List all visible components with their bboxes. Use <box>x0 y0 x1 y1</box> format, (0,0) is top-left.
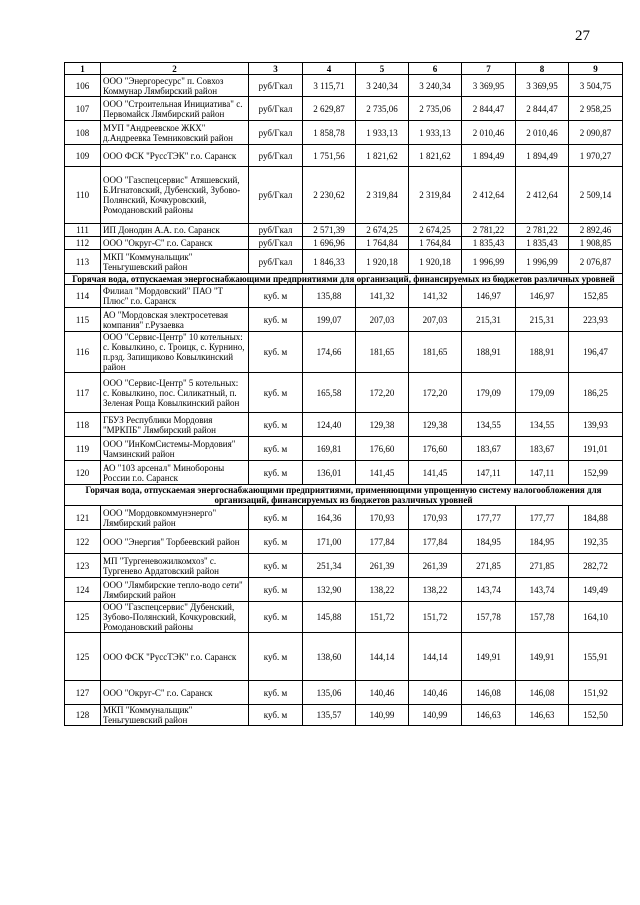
tariff-value: 169,81 <box>303 437 356 461</box>
tariff-value: 2 958,25 <box>569 97 623 121</box>
tariff-value: 140,99 <box>356 705 409 726</box>
organization-name: ООО "Газспецсервис" Дубенский, Зубово-Полянский, Кочкуровский, Ромодановский районы <box>101 602 249 633</box>
tariff-value: 152,99 <box>569 461 623 485</box>
tariff-value: 181,65 <box>356 332 409 373</box>
tariff-value: 261,39 <box>409 554 462 578</box>
tariff-value: 183,67 <box>516 437 569 461</box>
table-row <box>65 75 623 97</box>
tariff-value: 149,91 <box>516 633 569 681</box>
tariff-value: 1 996,99 <box>516 250 569 274</box>
table-row <box>65 145 623 167</box>
unit: руб/Гкал <box>249 145 303 167</box>
table-row <box>65 237 623 250</box>
tariff-value: 196,47 <box>569 332 623 373</box>
tariff-value: 174,66 <box>303 332 356 373</box>
section-heading-row <box>65 485 623 506</box>
row-number: 110 <box>65 167 101 224</box>
unit: куб. м <box>249 461 303 485</box>
section-heading: Горячая вода, отпускаемая энергоснабжающими предприятиями, применяющими упрощенную систему налогообложения для организаций, финансируемых из бюджетов различных уровней <box>65 485 623 506</box>
tariff-value: 152,50 <box>569 705 623 726</box>
table-row <box>65 224 623 237</box>
tariff-value: 1 894,49 <box>516 145 569 167</box>
tariff-value: 1 920,18 <box>409 250 462 274</box>
tariff-value: 1 821,62 <box>356 145 409 167</box>
row-number: 113 <box>65 250 101 274</box>
tariff-value: 1 920,18 <box>356 250 409 274</box>
unit: куб. м <box>249 332 303 373</box>
organization-name: ГБУЗ Республики Мордовия "МРКПБ" Лямбирский район <box>101 413 249 437</box>
tariff-value: 170,93 <box>409 506 462 530</box>
organization-name: МУП "Андреевское ЖКХ" д.Андреевка Темниковский район <box>101 121 249 145</box>
tariff-value: 192,35 <box>569 530 623 554</box>
organization-name: МКП "Коммунальщик" Теньгушевский район <box>101 250 249 274</box>
table-row <box>65 373 623 413</box>
tariff-value: 129,38 <box>409 413 462 437</box>
tariff-value: 183,67 <box>462 437 516 461</box>
tariff-value: 176,60 <box>356 437 409 461</box>
tariff-value: 146,97 <box>462 285 516 308</box>
tariff-value: 177,77 <box>516 506 569 530</box>
tariff-value: 152,85 <box>569 285 623 308</box>
table-row <box>65 97 623 121</box>
tariff-value: 3 115,71 <box>303 75 356 97</box>
unit: куб. м <box>249 578 303 602</box>
row-number: 125 <box>65 602 101 633</box>
tariff-value: 151,72 <box>356 602 409 633</box>
tariff-value: 186,25 <box>569 373 623 413</box>
table-row <box>65 121 623 145</box>
column-header: 8 <box>516 63 569 75</box>
tariff-value: 165,58 <box>303 373 356 413</box>
tariff-value: 2 010,46 <box>516 121 569 145</box>
tariff-value: 1 996,99 <box>462 250 516 274</box>
organization-name: ООО "Строительная Инициатива" с. Первомайск Лямбирский район <box>101 97 249 121</box>
organization-name: ООО "ИнКомСистемы-Мордовия" Чамзинский район <box>101 437 249 461</box>
row-number: 123 <box>65 554 101 578</box>
tariff-value: 146,08 <box>462 681 516 705</box>
unit: руб/Гкал <box>249 121 303 145</box>
tariff-value: 184,95 <box>516 530 569 554</box>
organization-name: ООО "Сервис-Центр" 5 котельных: с. Ковылкино, пос. Силикатный, п. Зеленая Роща Ковылкинский район <box>101 373 249 413</box>
table-row <box>65 506 623 530</box>
organization-name: ООО "Мордовкоммунэнерго" Лямбирский район <box>101 506 249 530</box>
organization-name: ООО "Округ-С" г.о. Саранск <box>101 681 249 705</box>
unit: куб. м <box>249 506 303 530</box>
table-body <box>65 63 623 726</box>
tariff-value: 184,88 <box>569 506 623 530</box>
column-header: 9 <box>569 63 623 75</box>
table-row <box>65 530 623 554</box>
tariff-value: 2 674,25 <box>356 224 409 237</box>
tariff-value: 1 933,13 <box>356 121 409 145</box>
unit: куб. м <box>249 285 303 308</box>
unit: руб/Гкал <box>249 167 303 224</box>
row-number: 122 <box>65 530 101 554</box>
tariff-value: 251,34 <box>303 554 356 578</box>
tariff-value: 135,88 <box>303 285 356 308</box>
tariff-value: 164,36 <box>303 506 356 530</box>
row-number: 109 <box>65 145 101 167</box>
tariff-value: 3 240,34 <box>409 75 462 97</box>
tariff-value: 215,31 <box>462 308 516 332</box>
tariff-value: 199,07 <box>303 308 356 332</box>
tariff-value: 2 412,64 <box>462 167 516 224</box>
tariff-value: 2 735,06 <box>409 97 462 121</box>
tariff-value: 1 908,85 <box>569 237 623 250</box>
table-row <box>65 633 623 681</box>
tariff-value: 2 509,14 <box>569 167 623 224</box>
tariff-value: 144,14 <box>409 633 462 681</box>
tariff-value: 141,45 <box>409 461 462 485</box>
tariff-value: 144,14 <box>356 633 409 681</box>
tariff-value: 271,85 <box>516 554 569 578</box>
tariff-value: 140,46 <box>409 681 462 705</box>
table-row <box>65 681 623 705</box>
unit: куб. м <box>249 705 303 726</box>
unit: руб/Гкал <box>249 224 303 237</box>
tariff-value: 1 858,78 <box>303 121 356 145</box>
row-number: 107 <box>65 97 101 121</box>
tariff-value: 179,09 <box>516 373 569 413</box>
tariff-value: 2 844,47 <box>462 97 516 121</box>
column-header: 6 <box>409 63 462 75</box>
tariff-value: 177,77 <box>462 506 516 530</box>
column-header: 2 <box>101 63 249 75</box>
organization-name: МКП "Коммунальщик" Теньгушевский район <box>101 705 249 726</box>
row-number: 106 <box>65 75 101 97</box>
tariff-value: 124,40 <box>303 413 356 437</box>
tariff-value: 151,72 <box>409 602 462 633</box>
tariff-value: 261,39 <box>356 554 409 578</box>
tariff-value: 1 933,13 <box>409 121 462 145</box>
column-header: 4 <box>303 63 356 75</box>
tariff-value: 2 735,06 <box>356 97 409 121</box>
tariff-value: 1 764,84 <box>356 237 409 250</box>
table-row <box>65 437 623 461</box>
tariff-value: 271,85 <box>462 554 516 578</box>
tariff-value: 149,49 <box>569 578 623 602</box>
organization-name: Филиал "Мордовский" ПАО "Т Плюс" г.о. Саранск <box>101 285 249 308</box>
tariff-value: 2 674,25 <box>409 224 462 237</box>
table-row <box>65 167 623 224</box>
organization-name: ООО "Энергия" Торбеевский район <box>101 530 249 554</box>
tariff-value: 146,63 <box>516 705 569 726</box>
tariff-value: 151,92 <box>569 681 623 705</box>
tariff-value: 155,91 <box>569 633 623 681</box>
tariff-value: 176,60 <box>409 437 462 461</box>
tariff-value: 134,55 <box>462 413 516 437</box>
organization-name: ООО "Газспецсервис" Атяшевский, Б.Игнатовский, Дубенский, Зубово-Полянский, Кочкуровский, Ромодановский районы <box>101 167 249 224</box>
row-number: 117 <box>65 373 101 413</box>
tariff-value: 134,55 <box>516 413 569 437</box>
unit: куб. м <box>249 602 303 633</box>
row-number: 108 <box>65 121 101 145</box>
tariff-value: 172,20 <box>356 373 409 413</box>
tariff-value: 188,91 <box>516 332 569 373</box>
column-header: 5 <box>356 63 409 75</box>
tariff-table <box>64 62 623 726</box>
tariff-value: 1 696,96 <box>303 237 356 250</box>
tariff-value: 2 892,46 <box>569 224 623 237</box>
tariff-value: 2 090,87 <box>569 121 623 145</box>
page-number: 27 <box>575 28 590 44</box>
tariff-value: 149,91 <box>462 633 516 681</box>
tariff-value: 129,38 <box>356 413 409 437</box>
organization-name: ООО "Энергоресурс" п. Совхоз Коммунар Лямбирский район <box>101 75 249 97</box>
tariff-value: 146,08 <box>516 681 569 705</box>
tariff-value: 146,97 <box>516 285 569 308</box>
row-number: 114 <box>65 285 101 308</box>
unit: куб. м <box>249 308 303 332</box>
tariff-value: 2 629,87 <box>303 97 356 121</box>
tariff-value: 2 781,22 <box>516 224 569 237</box>
organization-name: АО "103 арсенал" Минобороны России г.о. Саранск <box>101 461 249 485</box>
tariff-value: 1 751,56 <box>303 145 356 167</box>
unit: куб. м <box>249 681 303 705</box>
tariff-value: 177,84 <box>356 530 409 554</box>
table-row <box>65 705 623 726</box>
tariff-value: 147,11 <box>516 461 569 485</box>
tariff-value: 143,74 <box>516 578 569 602</box>
tariff-value: 171,00 <box>303 530 356 554</box>
tariff-value: 135,06 <box>303 681 356 705</box>
tariff-value: 184,95 <box>462 530 516 554</box>
tariff-value: 2 781,22 <box>462 224 516 237</box>
unit: руб/Гкал <box>249 75 303 97</box>
tariff-value: 136,01 <box>303 461 356 485</box>
tariff-value: 191,01 <box>569 437 623 461</box>
tariff-value: 145,88 <box>303 602 356 633</box>
column-header: 1 <box>65 63 101 75</box>
tariff-value: 138,60 <box>303 633 356 681</box>
organization-name: ООО "Округ-С" г.о. Саранск <box>101 237 249 250</box>
tariff-value: 282,72 <box>569 554 623 578</box>
tariff-value: 177,84 <box>409 530 462 554</box>
tariff-value: 164,10 <box>569 602 623 633</box>
unit: руб/Гкал <box>249 237 303 250</box>
section-heading: Горячая вода, отпускаемая энергоснабжающими предприятиями для организаций, финансируемых из бюджетов различных уровней <box>65 274 623 285</box>
unit: куб. м <box>249 413 303 437</box>
tariff-value: 140,99 <box>409 705 462 726</box>
row-number: 124 <box>65 578 101 602</box>
tariff-value: 2 319,84 <box>409 167 462 224</box>
tariff-value: 223,93 <box>569 308 623 332</box>
tariff-value: 141,32 <box>356 285 409 308</box>
tariff-value: 141,32 <box>409 285 462 308</box>
tariff-value: 2 844,47 <box>516 97 569 121</box>
row-number: 118 <box>65 413 101 437</box>
table-row <box>65 250 623 274</box>
tariff-value: 139,93 <box>569 413 623 437</box>
tariff-value: 2 010,46 <box>462 121 516 145</box>
row-number: 116 <box>65 332 101 373</box>
row-number: 112 <box>65 237 101 250</box>
tariff-value: 179,09 <box>462 373 516 413</box>
tariff-value: 1 835,43 <box>516 237 569 250</box>
table-row <box>65 602 623 633</box>
tariff-value: 146,63 <box>462 705 516 726</box>
row-number: 127 <box>65 681 101 705</box>
row-number: 119 <box>65 437 101 461</box>
tariff-value: 2 412,64 <box>516 167 569 224</box>
table-row <box>65 285 623 308</box>
column-header: 7 <box>462 63 516 75</box>
organization-name: ИП Донодин А.А. г.о. Саранск <box>101 224 249 237</box>
tariff-value: 138,22 <box>356 578 409 602</box>
tariff-value: 1 846,33 <box>303 250 356 274</box>
tariff-value: 1 970,27 <box>569 145 623 167</box>
tariff-value: 181,65 <box>409 332 462 373</box>
unit: куб. м <box>249 437 303 461</box>
row-number: 125 <box>65 633 101 681</box>
column-header: 3 <box>249 63 303 75</box>
tariff-value: 143,74 <box>462 578 516 602</box>
tariff-value: 138,22 <box>409 578 462 602</box>
organization-name: ООО ФСК "РуссТЭК" г.о. Саранск <box>101 633 249 681</box>
tariff-value: 1 894,49 <box>462 145 516 167</box>
tariff-value: 157,78 <box>516 602 569 633</box>
tariff-value: 188,91 <box>462 332 516 373</box>
tariff-value: 132,90 <box>303 578 356 602</box>
tariff-value: 215,31 <box>516 308 569 332</box>
table-row <box>65 308 623 332</box>
tariff-value: 1 821,62 <box>409 145 462 167</box>
tariff-value: 2 076,87 <box>569 250 623 274</box>
tariff-value: 2 319,84 <box>356 167 409 224</box>
organization-name: ООО "Сервис-Центр" 10 котельных: с. Ковылкино, с. Троицк, с. Курнино, п.рзд. Запищиково Ковылкинский район <box>101 332 249 373</box>
unit: куб. м <box>249 373 303 413</box>
tariff-value: 172,20 <box>409 373 462 413</box>
tariff-value: 3 240,34 <box>356 75 409 97</box>
column-header-row <box>65 63 623 75</box>
tariff-value: 157,78 <box>462 602 516 633</box>
table-row <box>65 578 623 602</box>
table-row <box>65 554 623 578</box>
row-number: 111 <box>65 224 101 237</box>
tariff-value: 170,93 <box>356 506 409 530</box>
organization-name: ООО "Лямбирские тепло-водо сети" Лямбирский район <box>101 578 249 602</box>
tariff-value: 3 504,75 <box>569 75 623 97</box>
unit: куб. м <box>249 554 303 578</box>
organization-name: МП "Тургеневожилкомхоз" с. Тургенево Ардатовский район <box>101 554 249 578</box>
row-number: 120 <box>65 461 101 485</box>
tariff-value: 1 764,84 <box>409 237 462 250</box>
organization-name: АО "Мордовская электросетевая компания" г.Рузаевка <box>101 308 249 332</box>
tariff-value: 3 369,95 <box>462 75 516 97</box>
tariff-value: 135,57 <box>303 705 356 726</box>
tariff-value: 147,11 <box>462 461 516 485</box>
organization-name: ООО ФСК "РуссТЭК" г.о. Саранск <box>101 145 249 167</box>
table-row <box>65 461 623 485</box>
tariff-value: 140,46 <box>356 681 409 705</box>
row-number: 115 <box>65 308 101 332</box>
unit: куб. м <box>249 530 303 554</box>
table-row <box>65 332 623 373</box>
section-heading-row <box>65 274 623 285</box>
unit: руб/Гкал <box>249 250 303 274</box>
unit: куб. м <box>249 633 303 681</box>
row-number: 128 <box>65 705 101 726</box>
tariff-value: 207,03 <box>356 308 409 332</box>
tariff-value: 1 835,43 <box>462 237 516 250</box>
tariff-value: 3 369,95 <box>516 75 569 97</box>
tariff-value: 2 230,62 <box>303 167 356 224</box>
tariff-value: 207,03 <box>409 308 462 332</box>
tariff-value: 141,45 <box>356 461 409 485</box>
unit: руб/Гкал <box>249 97 303 121</box>
tariff-value: 2 571,39 <box>303 224 356 237</box>
row-number: 121 <box>65 506 101 530</box>
table-row <box>65 413 623 437</box>
